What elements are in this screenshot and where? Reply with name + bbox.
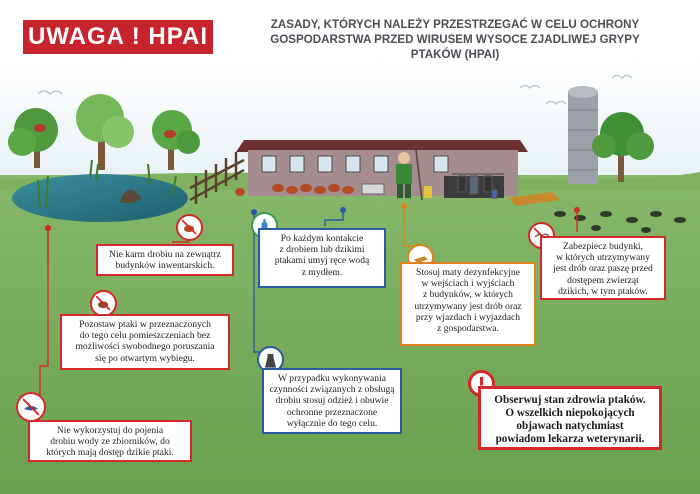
rule-clothing-line-5: wyłącznie do tego celu.: [286, 417, 378, 429]
rule-observe-line-4: powiadom lekarza weterynarii.: [495, 433, 645, 445]
rule-feeding-line-2: budynków inwentarskich.: [115, 260, 215, 272]
rule-secure-line-1: Zabezpiecz budynki,: [563, 241, 643, 252]
silo: [568, 86, 598, 184]
rule-mats: [400, 262, 536, 346]
rule-observe-line-2: O wszelkich niepokojących: [505, 407, 635, 419]
rule-mats-line-3: z budynków, w których: [423, 289, 513, 301]
rule-clothing-line-3: drobiu stosuj odzież i obuwie: [275, 395, 389, 407]
rule-secure-line-2: w których utrzymywany: [556, 252, 650, 264]
rule-contact-line-3: ptakami umyj ręce wodą: [274, 255, 370, 267]
rule-contact-line-1: Po każdym kontakcie: [280, 233, 364, 244]
rule-mats-line-4: utrzymywany jest drób oraz: [414, 300, 522, 312]
rule-indoor-line-3: możliwości swobodnego poruszania: [75, 341, 215, 353]
rule-contact-line-4: z mydłem.: [301, 266, 343, 278]
title-banner: [23, 20, 213, 54]
rule-contact-line-2: z drobiem lub dzikimi: [279, 244, 365, 256]
rule-indoor-line-4: się po otwartym wybiegu.: [95, 352, 195, 364]
rule-observe-line-3: objawach natychmiast: [516, 420, 624, 432]
rule-clothing-line-4: ochronne przeznaczone: [286, 406, 378, 418]
headline-line-2: GOSPODARSTWA PRZED WIRUSEM WYSOCE ZJADLIWEJ GRYPY: [270, 33, 640, 46]
rule-feeding-line-1: Nie karm drobiu na zewnątrz: [109, 249, 221, 260]
rule-indoor-line-2: do tego celu pomieszczeniach bez: [79, 330, 211, 342]
rule-water-line-1: Nie wykorzystuj do pojenia: [56, 425, 164, 436]
rule-feeding: [96, 244, 234, 276]
rule-clothing: [262, 368, 402, 434]
no-feeding-hen-icon: [176, 214, 203, 241]
rule-mats-line-6: z gospodarstwa.: [437, 323, 499, 335]
headline-line-3: PTAKÓW (HPAI): [410, 48, 500, 61]
rule-water-line-2: drobiu wody ze zbiorników, do: [50, 436, 170, 448]
no-free-range-icon: [90, 290, 117, 317]
rule-water: [28, 420, 192, 462]
headline: [230, 17, 680, 62]
rule-mats-line-1: Stosuj maty dezynfekcyjne: [416, 267, 520, 278]
rule-indoor-line-1: Pozostaw ptaki w przeznaczonych: [79, 319, 211, 330]
rule-mats-line-5: przy wjazdach i wyjazdach: [415, 311, 521, 323]
rule-secure-line-4: dostępem zwierząt: [567, 274, 639, 286]
rule-observe-line-1: Obserwuj stan zdrowia ptaków.: [494, 394, 646, 406]
rule-secure-line-3: jest drób oraz paszę przed: [553, 263, 653, 275]
rule-clothing-line-2: czynności związanych z obsługą: [269, 384, 395, 396]
rule-water-line-3: których mają dostęp dzikie ptaki.: [46, 447, 174, 459]
no-wild-water-icon: [16, 392, 46, 422]
rule-clothing-line-1: W przypadku wykonywania: [278, 373, 386, 384]
title-text: UWAGA ! HPAI: [28, 23, 208, 50]
rule-secure-line-5: dzikich, w tym ptaków.: [558, 285, 648, 297]
rule-indoor: [60, 314, 230, 370]
rule-mats-line-2: w wejściach i wyjściach: [421, 278, 515, 290]
rule-observe: [478, 386, 662, 450]
headline-line-1: ZASADY, KTÓRYCH NALEŻY PRZESTRZEGAĆ W CELU OCHRONY: [270, 18, 640, 31]
rule-contact: [258, 228, 386, 288]
rule-secure: [540, 236, 666, 300]
